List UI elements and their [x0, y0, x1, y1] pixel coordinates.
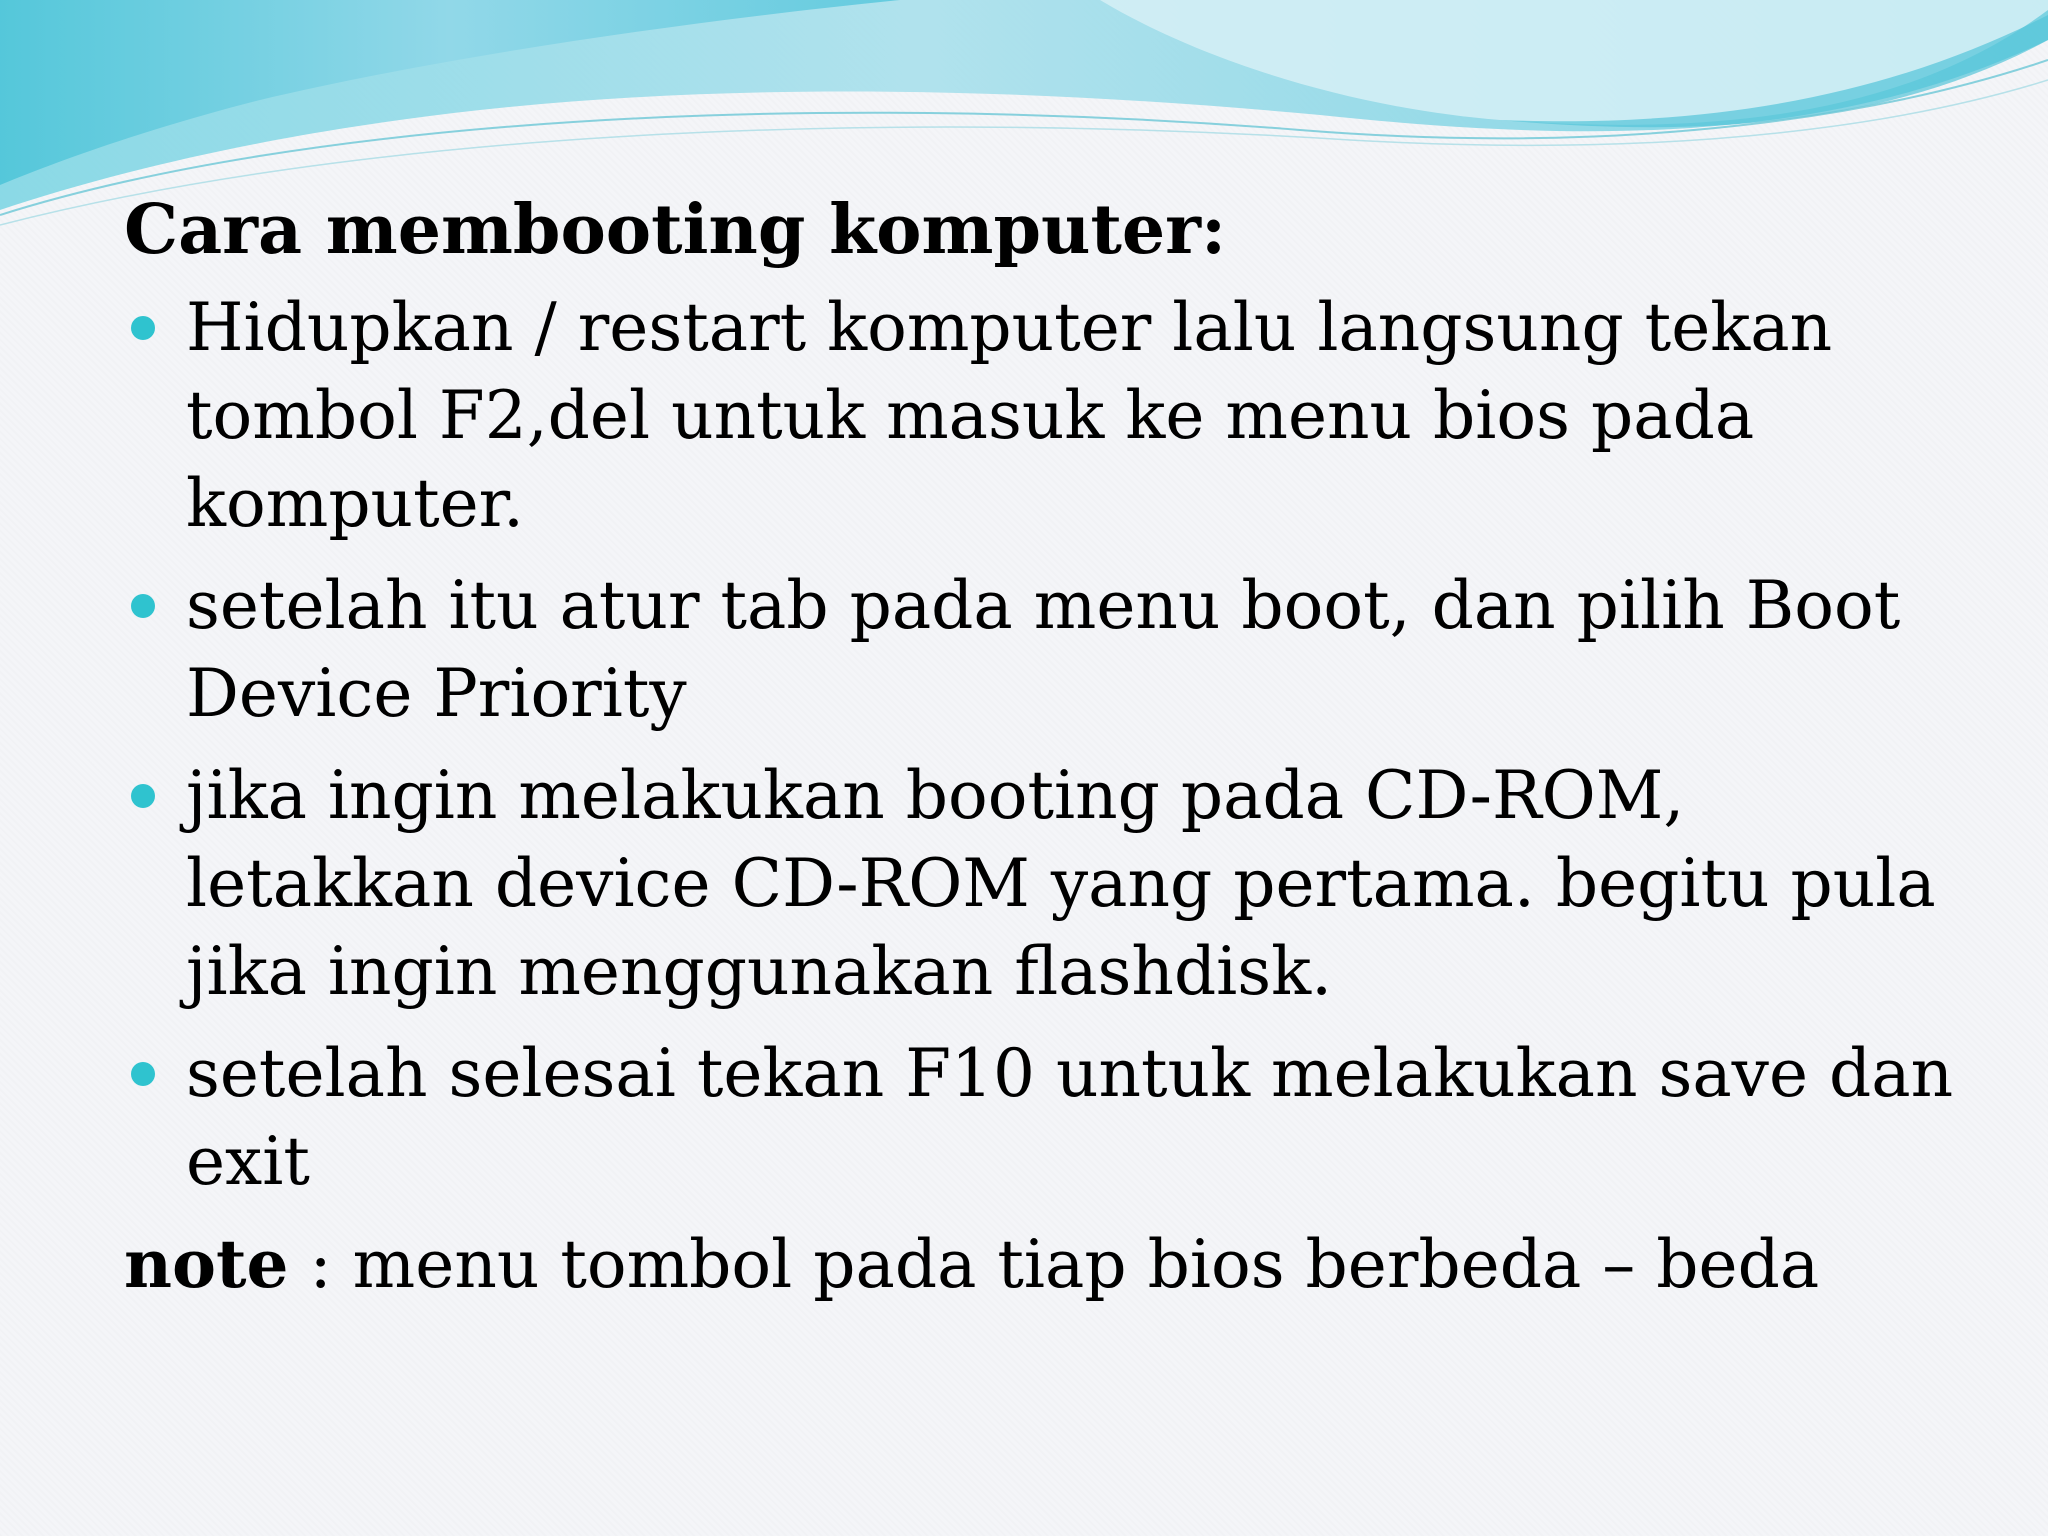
bullet-item [124, 1030, 1984, 1206]
bullet-text: setelah selesai tekan F10 untuk melakukan save dan exit [186, 1035, 1954, 1200]
bullet-dot-icon [131, 594, 155, 618]
bullet-text: setelah itu atur tab pada menu boot, dan pilih Boot Device Priority [186, 567, 1901, 732]
bullet-dot-icon [131, 784, 155, 808]
slide-content [124, 190, 1984, 1309]
bullet-item [124, 752, 1984, 1016]
bullet-item [124, 284, 1984, 548]
slide-title: Cara membooting komputer: [124, 190, 1227, 270]
bullet-text: jika ingin melakukan booting pada CD-ROM, letakkan device CD-ROM yang pertama. begitu pula jika ingin menggunakan flashdisk. [186, 757, 1936, 1010]
bullet-list [124, 284, 1984, 1206]
note-label: note [124, 1225, 289, 1303]
note-line [124, 1220, 1984, 1309]
bullet-dot-icon [131, 316, 155, 340]
bullet-item [124, 562, 1984, 738]
note-text: : menu tombol pada tiap bios berbeda – beda [288, 1226, 1820, 1303]
bullet-text: Hidupkan / restart komputer lalu langsung tekan tombol F2,del untuk masuk ke menu bios pada komputer. [186, 289, 1833, 542]
bullet-dot-icon [131, 1062, 155, 1086]
